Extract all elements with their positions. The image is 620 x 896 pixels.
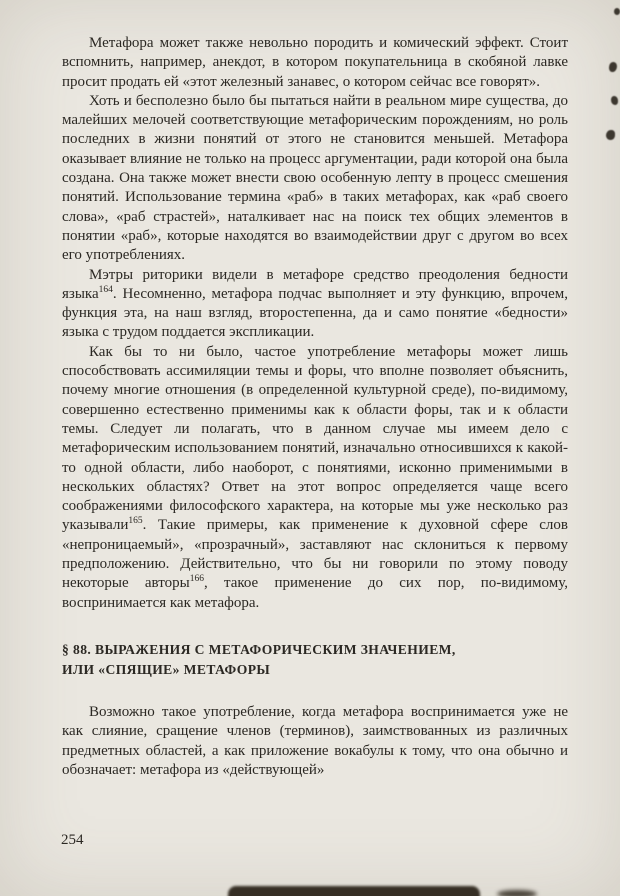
paragraph-2: Хоть и бесполезно было бы пытаться найти в реальном мире существа, до малейших мелочей соответствующие метафорическим порождениям, но роль последних в жизни понятий от этого не становится меньшей. Метафора оказывает влияние не только на процесс аргументации, ради которой она была создана. Она также может внести свою особенную лепту в процесс смешения понятий. Использование термина «раб» в таких метафорах, как «раб своего слова», «раб страстей», наталкивает нас на поиск тех общих элементов в понятии «раб», которые находятся во взаимодействии друг с другом во всех его употреблениях. — [62, 92, 568, 264]
paragraph-5: Возможно такое употребление, когда метафора воспринимается уже не как слияние, сращение членов (терминов), заимствованных из различных предметных областей, а как приложение вокабулы к тому, что она обычно и обозначает: метафора из «действующей» — [62, 703, 568, 778]
scan-artifact-speck — [614, 8, 620, 15]
page-number: 254 — [61, 832, 84, 848]
paragraph-3 — [62, 266, 568, 343]
scan-artifact-speck — [609, 62, 617, 72]
scan-artifact-speck — [606, 130, 615, 140]
footnote-marker-166: 166 — [189, 574, 204, 585]
page-text — [62, 34, 568, 780]
paragraph-4-text-1: Как бы то ни было, частое употребление метафоры может лишь способствовать ассимиляции темы и форы, что вполне позволяет объяснить, почему многие отношения (в определенной культурной среде), по-видимому, совершенно естественно применимы как к области форы, так и к области темы. Следует ли полагать, что в данном случае мы имеем дело с метафорическим использованием понятий, изначально относившихся к какой-то одной области, либо наоборот, с понятиями, исконно применимыми в нескольких областях? Ответ на этот вопрос определяется чаще всего соображениями философского характера, на которые мы уже несколько раз указывали — [62, 343, 568, 534]
paragraph-4-text-3: , такое применение до сих пор, по-видимому, воспринимается как метафора. — [62, 575, 568, 611]
footnote-marker-165: 165 — [128, 516, 143, 527]
paragraph-1: Метафора может также невольно породить и комический эффект. Стоит вспомнить, например, анекдот, в котором покупательница в скобяной лавке просит продать ей «этот железный занавес, о котором сейчас все говорят». — [62, 35, 568, 90]
scan-artifact-smudge — [497, 890, 537, 896]
paragraph-4 — [62, 343, 568, 613]
scan-artifact-speck — [611, 96, 618, 105]
section-heading — [62, 640, 568, 680]
paragraph-3-text-1: Мэтры риторики видели в метафоре средство преодоления бедности языка — [62, 266, 568, 302]
paragraph-4-text-2: . Такие примеры, как применение к духовной сфере слов «непроницаемый», «прозрачный», заставляют нас склониться к первому предположению. Действительно, что бы ни говорили по этому поводу некоторые авторы — [62, 517, 568, 592]
section-heading-line-2: ИЛИ «СПЯЩИЕ» МЕТАФОРЫ — [62, 661, 271, 677]
scan-artifact-bottom-band — [228, 886, 480, 896]
section-heading-line-1: § 88. ВЫРАЖЕНИЯ С МЕТАФОРИЧЕСКИМ ЗНАЧЕНИЕМ, — [62, 641, 456, 657]
paragraph-3-text-2: . Несомненно, метафора подчас выполняет и эту функцию, впрочем, функция эта, на наш взгляд, второстепенна, да и само понятие «бедности» языка с трудом поддается экспликации. — [62, 285, 568, 341]
footnote-marker-164: 164 — [98, 284, 113, 295]
